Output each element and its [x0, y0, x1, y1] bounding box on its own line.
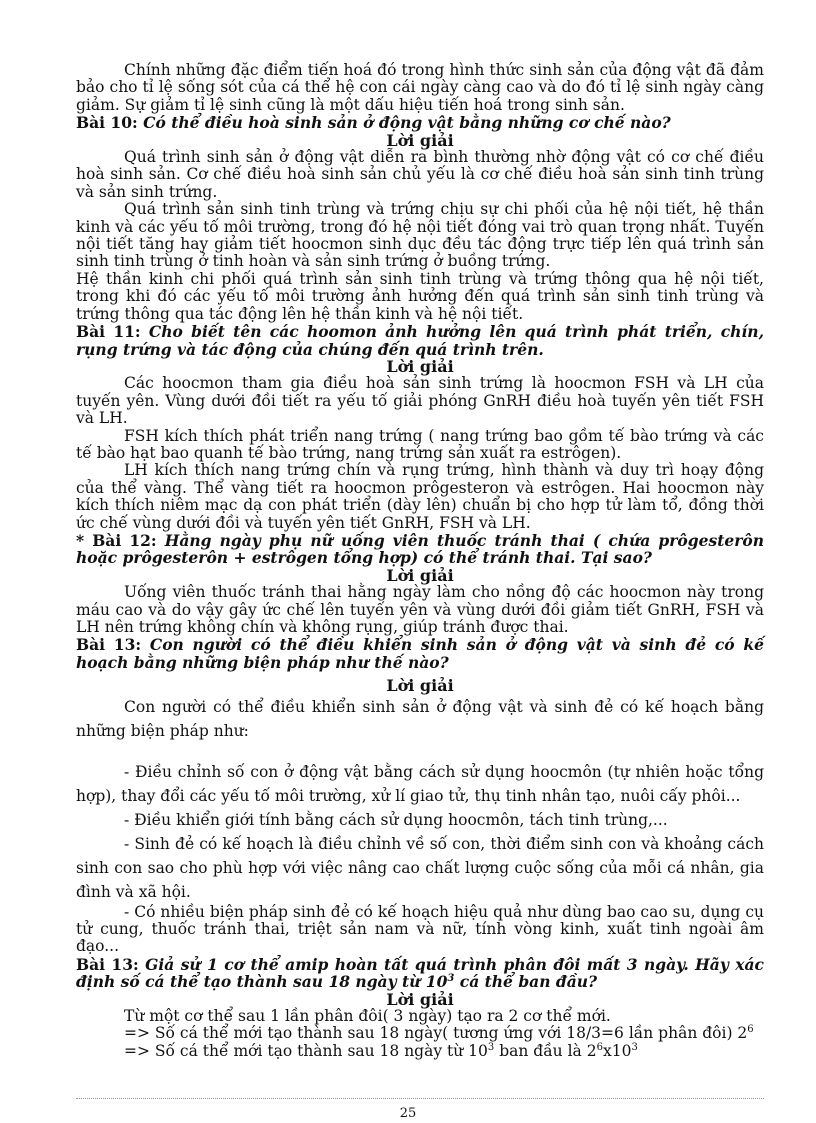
bai11-paragraph-2: FSH kích thích phát triển nang trứng ( nang trứng bao gồm tế bào trứng và các tế bào hạt bao quanh tế bào trứng, nang trứng sản xuất ra estrôgen). — [76, 426, 764, 462]
bai12-heading: * Bài 12: Hằng ngày phụ nữ uống viên thuốc tránh thai ( chứa prôgesterôn hoặc prôgesterôn + estrôgen tổng hợp) có thể tránh thai. Tại sao? — [76, 530, 764, 568]
document-page — [76, 62, 764, 1060]
bai10-paragraph-1: Quá trình sinh sản ở động vật diễn ra bình thường nhờ động vật có cơ chế điều hoà sinh sản. Cơ chế điều hoà sinh sản chủ yếu là cơ chế điều hoà sản sinh tinh trùng và sản sinh trứng. — [76, 148, 764, 201]
bai11-question: Cho biết tên các hoomon ảnh hưởng lên quá trình phát triển, chín, rụng trứng và tác động của chúng đến quá trình trên. — [76, 322, 764, 359]
bai13b-question: Giả sử 1 cơ thể amip hoàn tất quá trình phân đôi mất 3 ngày. Hãy xác định số cá thể tạo thành sau 18 ngày từ $10^3$ cá thể ban đầu? — [76, 954, 764, 992]
bai13a-question: Con người có thể điều khiển sinh sản ở động vật và sinh đẻ có kế hoạch bằng những biện pháp như thế nào? — [76, 635, 764, 672]
bai11-heading: Bài 11: Cho biết tên các hoomon ảnh hưởng lên quá trình phát triển, chín, rụng trứng và tác động của chúng đến quá trình trên. — [76, 322, 764, 359]
bai11-paragraph-3: LH kích thích nang trứng chín và rụng trứng, hình thành và duy trì hoạy động của thể vàng. Thể vàng tiết ra hoocmon prôgesteron và estrôgen. Hai hoocmon này kích thích niêm mạc dạ con phát triển (dày lên) chuẩn bị cho hợp tử làm tổ, đồng thời ức chế vùng dưới đồi và tuyến yên tiết GnRH, FSH và LH. — [76, 461, 764, 532]
bai12-paragraph-1: Uống viên thuốc tránh thai hằng ngày làm cho nồng độ các hoocmon này trong máu cao và do vậy gây ức chế lên tuyến yên và vùng dưới đồi giảm tiết GnRH, FSH và LH nên trứng không chín và không rụng, giúp tránh được thai. — [76, 583, 764, 636]
bai10-heading: Bài 10: Có thể điều hoà sinh sản ở động vật bằng những cơ chế nào? — [76, 113, 671, 133]
bai13b-heading: Bài 13: Giả sử 1 cơ thể amip hoàn tất quá trình phân đôi mất 3 ngày. Hãy xác định số cá thể tạo thành sau 18 ngày từ $10^3$ cá thể ban đầu? — [76, 954, 764, 992]
bai10-paragraph-2: Quá trình sản sinh tinh trùng và trứng chịu sự chi phối của hệ nội tiết, hệ thần kinh và các yếu tố môi trường, trong đó hệ nội tiết đóng vai trò quan trọng nhất. Tuyến nội tiết tăng hay giảm tiết hoocmon sinh dục đều tác động trực tiếp lên quá trình sản sinh tinh trùng ở tinh hoàn và sản sinh trứng ở buồng trứng. — [76, 200, 764, 271]
bai13a-bullet-2: - Điều khiển giới tính bằng cách sử dụng hoocmôn, tách tinh trùng,... — [124, 810, 668, 829]
bai11-paragraph-1: Các hoocmon tham gia điều hoà sản sinh trứng là hoocmon FSH và LH của tuyến yên. Vùng dưới đồi tiết ra yếu tố giải phóng GnRH điều hoà tuyến yên tiết FSH và LH. — [76, 374, 764, 428]
bai13a-paragraph-1: Con người có thể điều khiển sinh sản ở động vật và sinh đẻ có kế hoạch bằng những biện pháp như: — [76, 697, 764, 740]
bai13b-paragraph-3: => Số cá thể mới tạo thành sau 18 ngày từ $10^3$ ban đầu là $2^6x10^3$ — [124, 1041, 638, 1060]
bai13a-bullet-4: - Có nhiều biện pháp sinh đẻ có kế hoạch hiệu quả như dùng bao cao su, dụng cụ tử cung, thuốc tránh thai, triệt sản nam và nữ, tính vòng kinh, xuất tinh ngoài âm đạo... — [76, 902, 764, 956]
footer-divider — [76, 1098, 764, 1099]
solution-title: Lời giải — [386, 130, 454, 150]
page-number: 25 — [399, 1106, 417, 1121]
spacer — [76, 743, 764, 760]
bai13a-heading: Bài 13: Con người có thể điều khiển sinh sản ở động vật và sinh đẻ có kế hoạch bằng những biện pháp như thế nào? — [76, 635, 764, 672]
bai13b-paragraph-2: => Số cá thể mới tạo thành sau 18 ngày( tương ứng với 18/3=6 lần phân đôi) $2^6$ — [124, 1024, 754, 1043]
bai10-paragraph-3: Hệ thần kinh chi phối quá trình sản sinh tinh trùng và trứng thông qua hệ nội tiết, trong khi đó các yếu tố môi trường ảnh hưởng đến quá trình sản sinh tinh trùng và trứng thông qua tác động lên hệ thần kinh và hệ nội tiết. — [76, 269, 764, 323]
solution-title: Lời giải — [386, 565, 454, 585]
bai13a-bullet-3: - Sinh đẻ có kế hoạch là điều chỉnh về số con, thời điểm sinh con và khoảng cách sinh con sao cho phù hợp với việc nâng cao chất lượng cuộc sống của mỗi cá nhân, gia đình và xã hội. — [76, 834, 764, 901]
bai13b-paragraph-1: Từ một cơ thể sau 1 lần phân đôi( 3 ngày) tạo ra 2 cơ thể mới. — [124, 1007, 611, 1026]
solution-title: Lời giải — [386, 356, 454, 376]
bai10-question: Có thể điều hoà sinh sản ở động vật bằng những cơ chế nào? — [143, 113, 671, 133]
bai13a-bullet-1: - Điều chỉnh số con ở động vật bằng cách sử dụng hoocmôn (tự nhiên hoặc tổng hợp), thay đổi các yếu tố môi trường, xử lí giao tử, thụ tinh nhân tạo, nuôi cấy phôi... — [76, 762, 764, 805]
solution-title: Lời giải — [386, 989, 454, 1009]
intro-paragraph: Chính những đặc điểm tiến hoá đó trong hình thức sinh sản của động vật đã đảm bảo cho tỉ lệ sống sót của cá thể hệ con cái ngày càng cao và do đó tỉ lệ sinh ngày càng giảm. Sự giảm tỉ lệ sinh cũng là một dấu hiệu tiến hoá trong sinh sản. — [76, 61, 764, 114]
solution-title: Lời giải — [386, 676, 454, 696]
bai12-question: Hằng ngày phụ nữ uống viên thuốc tránh thai ( chứa prôgesterôn hoặc prôgesterôn + estrôgen tổng hợp) có thể tránh thai. Tại sao? — [76, 530, 764, 568]
